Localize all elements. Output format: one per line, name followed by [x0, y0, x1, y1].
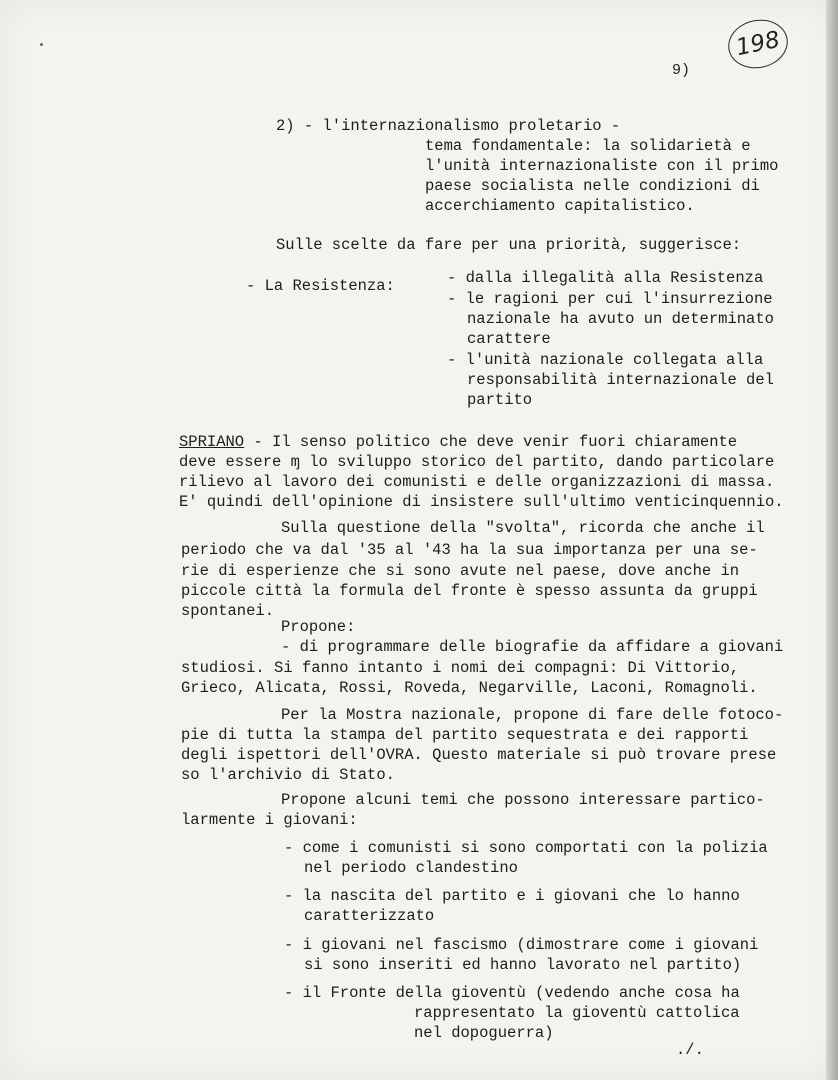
propone-line: - di programmare delle biografie da affidare a giovani: [281, 638, 784, 656]
propone-line: Grieco, Alicata, Rossi, Roveda, Negarville, Laconi, Romagnoli.: [181, 679, 758, 697]
tema-item: nel dopoguerra): [414, 1024, 554, 1042]
spriano-paragraph-first-line: [179, 432, 737, 452]
resistenza-item: responsabilità internazionale del: [467, 371, 774, 389]
temi-intro-line: Propone alcuni temi che possono interessare partico-: [281, 791, 765, 809]
choices-intro: Sulle scelte da fare per una priorità, suggerisce:: [276, 236, 742, 254]
tema-item: - la nascita del partito e i giovani che lo hanno: [284, 887, 740, 905]
mostra-line: pie di tutta la stampa del partito sequestrata e dei rapporti: [181, 726, 749, 744]
page-edge-shadow: [826, 0, 838, 1080]
item-2-line: accerchiamento capitalistico.: [425, 197, 695, 215]
item-2-line: l'unità internazionaliste con il primo: [425, 157, 779, 175]
continuation-mark: ./.: [676, 1041, 704, 1059]
resistenza-item: - dalla illegalità alla Resistenza: [447, 269, 764, 287]
resistenza-item: partito: [467, 391, 533, 409]
svolta-line: rie di esperienze che si sono avute nel paese, dove anche in: [181, 562, 740, 580]
item-2-heading: 2) - l'internazionalismo proletario -: [276, 117, 621, 135]
spriano-line: rilievo al lavoro dei comunisti e delle organizzazioni di massa.: [179, 473, 775, 491]
tema-item: - i giovani nel fascismo (dimostrare come i giovani: [284, 936, 759, 954]
spriano-line: deve essere ɱ lo sviluppo storico del partito, dando particolare: [179, 453, 775, 471]
svolta-line: piccole città la formula del fronte è spesso assunta da gruppi: [181, 582, 758, 600]
tema-item: rappresentato la gioventù cattolica: [414, 1004, 740, 1022]
page-number: 9): [672, 62, 691, 79]
mostra-line: so l'archivio di Stato.: [181, 766, 395, 784]
item-2-line: tema fondamentale: la solidarietà e: [425, 137, 751, 155]
tema-item: si sono inseriti ed hanno lavorato nel partito): [304, 956, 742, 974]
spriano-opening: - Il senso politico che deve venir fuori chiaramente: [244, 433, 738, 451]
speaker-name: SPRIANO: [179, 433, 245, 451]
mostra-line: Per la Mostra nazionale, propone di fare delle fotoco-: [281, 706, 784, 724]
svolta-line: spontanei.: [181, 602, 275, 620]
resistenza-item: - le ragioni per cui l'insurrezione: [447, 290, 773, 308]
tema-item: - il Fronte della gioventù (vedendo anche cosa ha: [284, 984, 740, 1002]
speck: [40, 43, 43, 46]
tema-item: nel periodo clandestino: [304, 859, 518, 877]
mostra-line: degli ispettori dell'OVRA. Questo materiale si può trovare prese: [181, 746, 777, 764]
resistenza-item: - l'unità nazionale collegata alla: [447, 351, 764, 369]
archive-page-stamp: 198: [724, 14, 793, 73]
propone-line: studiosi. Si fanno intanto i nomi dei compagni: Di Vittorio,: [181, 659, 740, 677]
item-2-line: paese socialista nelle condizioni di: [425, 177, 760, 195]
resistenza-item: carattere: [467, 330, 551, 348]
svolta-line: periodo che va dal '35 al '43 ha la sua importanza per una se-: [181, 541, 758, 559]
propone-label: Propone:: [281, 618, 356, 636]
temi-intro-line: larmente i giovani:: [181, 811, 358, 829]
spriano-line: E' quindi dell'opinione di insistere sull'ultimo venticinquennio.: [179, 493, 784, 511]
tema-item: - come i comunisti si sono comportati con la polizia: [284, 839, 768, 857]
tema-item: caratterizzato: [304, 907, 435, 925]
svolta-line: Sulla questione della "svolta", ricorda che anche il: [281, 519, 765, 537]
resistenza-item: nazionale ha avuto un determinato: [467, 310, 774, 328]
resistenza-label: - La Resistenza:: [246, 277, 395, 295]
